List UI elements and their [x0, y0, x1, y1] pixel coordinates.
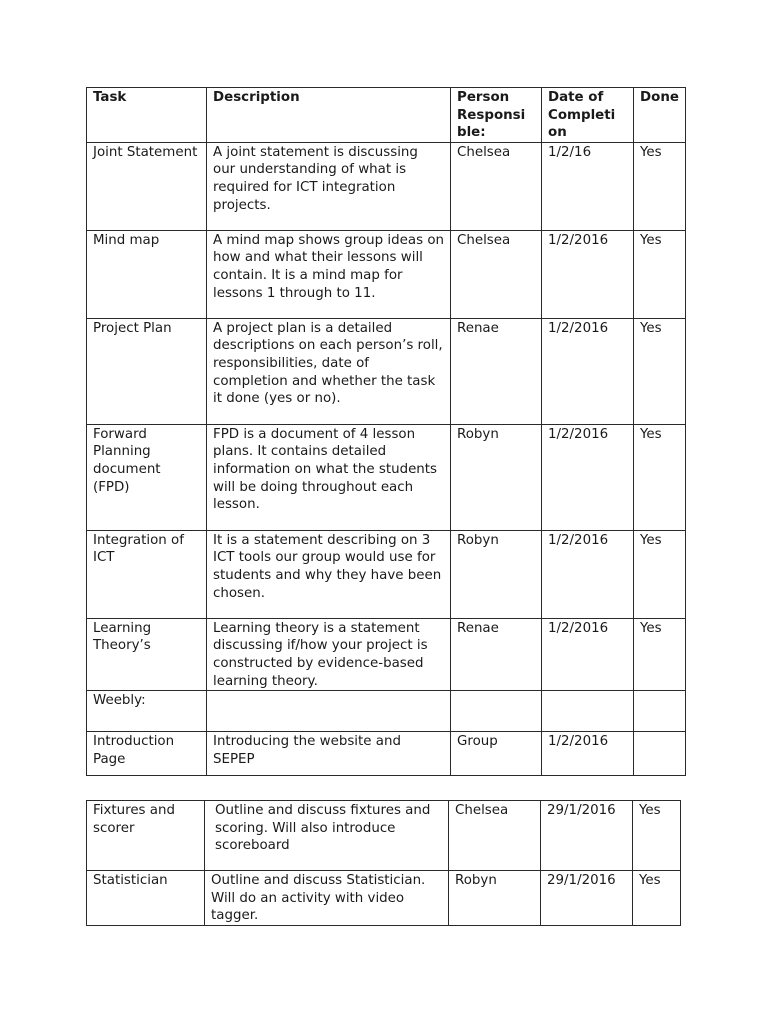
task-table — [86, 87, 686, 776]
person-cell: Robyn — [449, 871, 541, 926]
date-cell: 1/2/16 — [542, 142, 634, 230]
table-row — [87, 230, 686, 318]
table-row — [87, 618, 686, 690]
description-cell: A project plan is a detailed descriptions on each person’s roll, responsibilities, date of completion and whether the task it done (yes or no). — [207, 318, 451, 424]
done-cell: Yes — [633, 801, 681, 871]
task-cell: Weebly: — [87, 691, 207, 732]
description-cell: Introducing the website and SEPEP — [207, 732, 451, 776]
table-header-row — [87, 88, 686, 143]
description-cell: Outline and discuss fixtures and scoring. Will also introduce scoreboard — [205, 801, 449, 871]
task-cell: Joint Statement — [87, 142, 207, 230]
task-cell: Forward Planning document (FPD) — [87, 424, 207, 530]
header-date-of-completion: Date of Completi on — [542, 88, 634, 143]
header-person-responsible: Person Responsi ble: — [451, 88, 542, 143]
description-cell: A joint statement is discussing our understanding of what is required for ICT integration projects. — [207, 142, 451, 230]
weebly-task-table — [86, 800, 681, 926]
date-cell: 1/2/2016 — [542, 530, 634, 618]
date-cell: 1/2/2016 — [542, 618, 634, 690]
person-cell: Renae — [451, 318, 542, 424]
task-cell: Introduction Page — [87, 732, 207, 776]
person-cell — [451, 691, 542, 732]
task-cell: Project Plan — [87, 318, 207, 424]
description-cell: Outline and discuss Statistician. Will do an activity with video tagger. — [205, 871, 449, 926]
date-cell — [542, 691, 634, 732]
task-cell: Fixtures and scorer — [87, 801, 205, 871]
header-done: Done — [634, 88, 686, 143]
description-cell — [207, 691, 451, 732]
table-row — [87, 424, 686, 530]
done-cell: Yes — [634, 318, 686, 424]
description-cell: A mind map shows group ideas on how and what their lessons will contain. It is a mind map for lessons 1 through to 11. — [207, 230, 451, 318]
date-cell: 29/1/2016 — [541, 871, 633, 926]
task-cell: Integration of ICT — [87, 530, 207, 618]
done-cell: Yes — [634, 618, 686, 690]
table-row — [87, 142, 686, 230]
table-row — [87, 691, 686, 732]
table-row — [87, 732, 686, 776]
header-task: Task — [87, 88, 207, 143]
header-description: Description — [207, 88, 451, 143]
done-cell: Yes — [633, 871, 681, 926]
person-cell: Robyn — [451, 424, 542, 530]
date-cell: 1/2/2016 — [542, 732, 634, 776]
task-cell: Mind map — [87, 230, 207, 318]
date-cell: 1/2/2016 — [542, 318, 634, 424]
description-cell: It is a statement describing on 3 ICT tools our group would use for students and why they have been chosen. — [207, 530, 451, 618]
person-cell: Robyn — [451, 530, 542, 618]
done-cell — [634, 691, 686, 732]
done-cell: Yes — [634, 142, 686, 230]
done-cell — [634, 732, 686, 776]
person-cell: Group — [451, 732, 542, 776]
task-cell: Learning Theory’s — [87, 618, 207, 690]
description-cell: FPD is a document of 4 lesson plans. It contains detailed information on what the students will be doing throughout each lesson. — [207, 424, 451, 530]
date-cell: 29/1/2016 — [541, 801, 633, 871]
table-row — [87, 871, 681, 926]
date-cell: 1/2/2016 — [542, 424, 634, 530]
table-row — [87, 318, 686, 424]
person-cell: Chelsea — [451, 230, 542, 318]
person-cell: Chelsea — [451, 142, 542, 230]
table-row — [87, 530, 686, 618]
date-cell: 1/2/2016 — [542, 230, 634, 318]
description-cell: Learning theory is a statement discussing if/how your project is constructed by evidence-based learning theory. — [207, 618, 451, 690]
task-cell: Statistician — [87, 871, 205, 926]
done-cell: Yes — [634, 530, 686, 618]
person-cell: Chelsea — [449, 801, 541, 871]
done-cell: Yes — [634, 424, 686, 530]
table-row — [87, 801, 681, 871]
person-cell: Renae — [451, 618, 542, 690]
done-cell: Yes — [634, 230, 686, 318]
